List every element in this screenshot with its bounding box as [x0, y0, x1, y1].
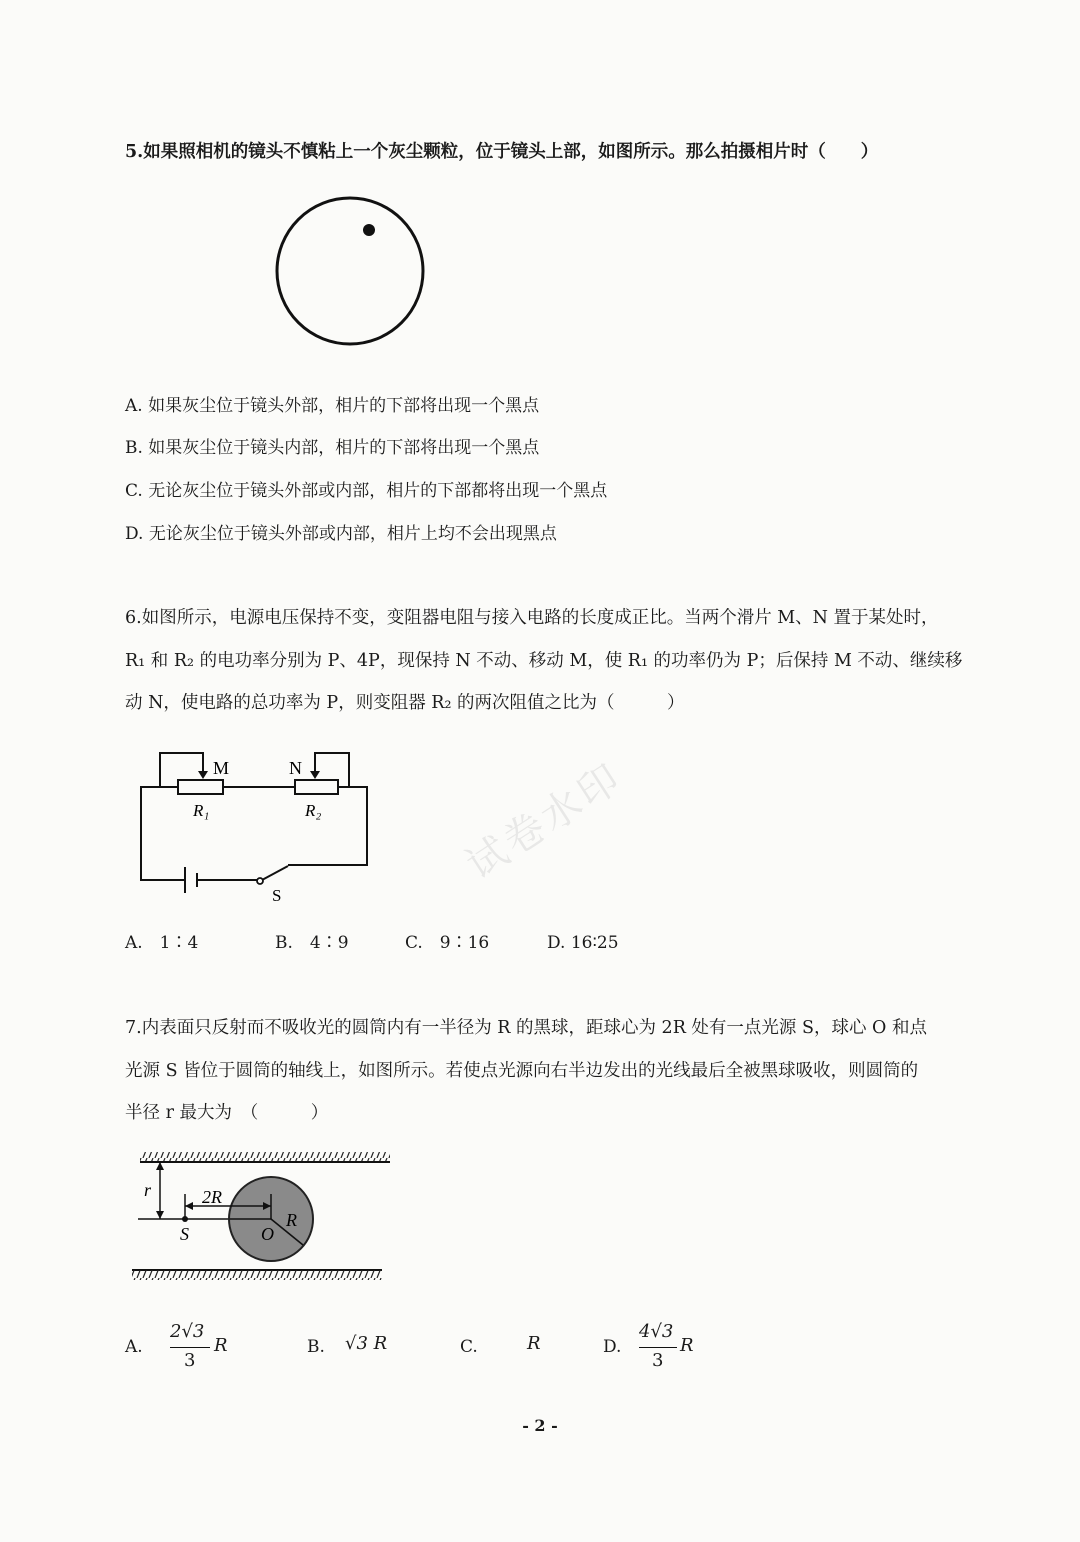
q7-option-a-unit: R [214, 1335, 228, 1356]
dust-particle [363, 224, 375, 236]
q5-option-b: B. 如果灰尘位于镜头内部，相片的下部将出现一个黑点 [125, 438, 540, 458]
q7-option-c-label: C. [460, 1337, 478, 1357]
q7-option-d-unit: R [680, 1335, 694, 1356]
q6-stem-line-2: R₁ 和 R₂ 的电功率分别为 P、4P，现保持 N 不动、移动 M，使 R₁ 的功率仍为 P；后保持 M 不动、继续移 [125, 651, 963, 671]
q7-stem-line-2: 光源 S 皆位于圆筒的轴线上，如图所示。若使点光源向右半边发出的光线最后全被黑球吸收，则圆筒的 [125, 1061, 919, 1081]
q5-option-d: D. 无论灰尘位于镜头外部或内部，相片上均不会出现黑点 [125, 524, 557, 544]
q7-option-d-denominator: 3 [652, 1350, 664, 1371]
watermark: 试卷水印 [458, 754, 632, 889]
q7-option-b-value: √3 R [345, 1333, 388, 1354]
q7-option-d-label: D. [603, 1337, 622, 1357]
cylinder-figure [130, 1148, 400, 1288]
q5-option-c: C. 无论灰尘位于镜头外部或内部，相片的下部都将出现一个黑点 [125, 481, 608, 501]
slider-n-label: N [289, 758, 302, 778]
lens-circle [277, 198, 423, 344]
light-source-dot [182, 1216, 188, 1222]
circuit-figure [135, 745, 375, 910]
center-o-label: O [261, 1224, 274, 1244]
switch-label: S [272, 886, 282, 905]
q7-option-d-numerator: 4√3 [639, 1321, 674, 1342]
q6-stem-line-3: 动 N，使电路的总功率为 P，则变阻器 R₂ 的两次阻值之比为（ ） [125, 693, 685, 713]
q7-option-a-fraction-bar [170, 1347, 210, 1348]
q6-option-c: C. 9∶16 [405, 933, 490, 953]
q7-option-b-label: B. [307, 1337, 325, 1357]
r1-label: R₁ [193, 801, 210, 820]
radius-r-label: r [144, 1180, 152, 1200]
q7-option-a-numerator: 2√3 [170, 1321, 205, 1342]
q7-option-a-label: A. [125, 1337, 143, 1357]
slider-m-label: M [213, 758, 230, 778]
q7-stem-line-3: 半径 r 最大为 （ ） [125, 1103, 329, 1123]
r2-label: R₂ [305, 801, 322, 820]
source-s-label: S [180, 1224, 189, 1244]
q6-stem-line-1: 6.如图所示，电源电压保持不变，变阻器电阻与接入电路的长度成正比。当两个滑片 M、N 置于某处时， [125, 608, 939, 628]
page-number: - 2 - [522, 1416, 558, 1435]
q7-stem-line-1: 7.内表面只反射而不吸收光的圆筒内有一半径为 R 的黑球，距球心为 2R 处有一点光源 S，球心 O 和点 [125, 1018, 927, 1038]
q6-option-b: B. 4∶9 [275, 933, 349, 953]
lens-figure [270, 190, 430, 350]
q5-option-a: A. 如果灰尘位于镜头外部，相片的下部将出现一个黑点 [125, 396, 540, 416]
distance-2r-label: 2R [202, 1187, 222, 1207]
q7-option-d-fraction-bar [639, 1347, 677, 1348]
q6-option-a: A. 1∶4 [125, 933, 199, 953]
q5-stem: 5.如果照相机的镜头不慎粘上一个灰尘颗粒，位于镜头上部，如图所示。那么拍摄相片时（ ） [125, 142, 879, 162]
ball-radius-label: R [286, 1210, 297, 1230]
q7-option-c-value: R [527, 1333, 541, 1354]
q7-option-a-denominator: 3 [184, 1350, 196, 1371]
q6-option-d: D. 16∶25 [547, 933, 619, 953]
